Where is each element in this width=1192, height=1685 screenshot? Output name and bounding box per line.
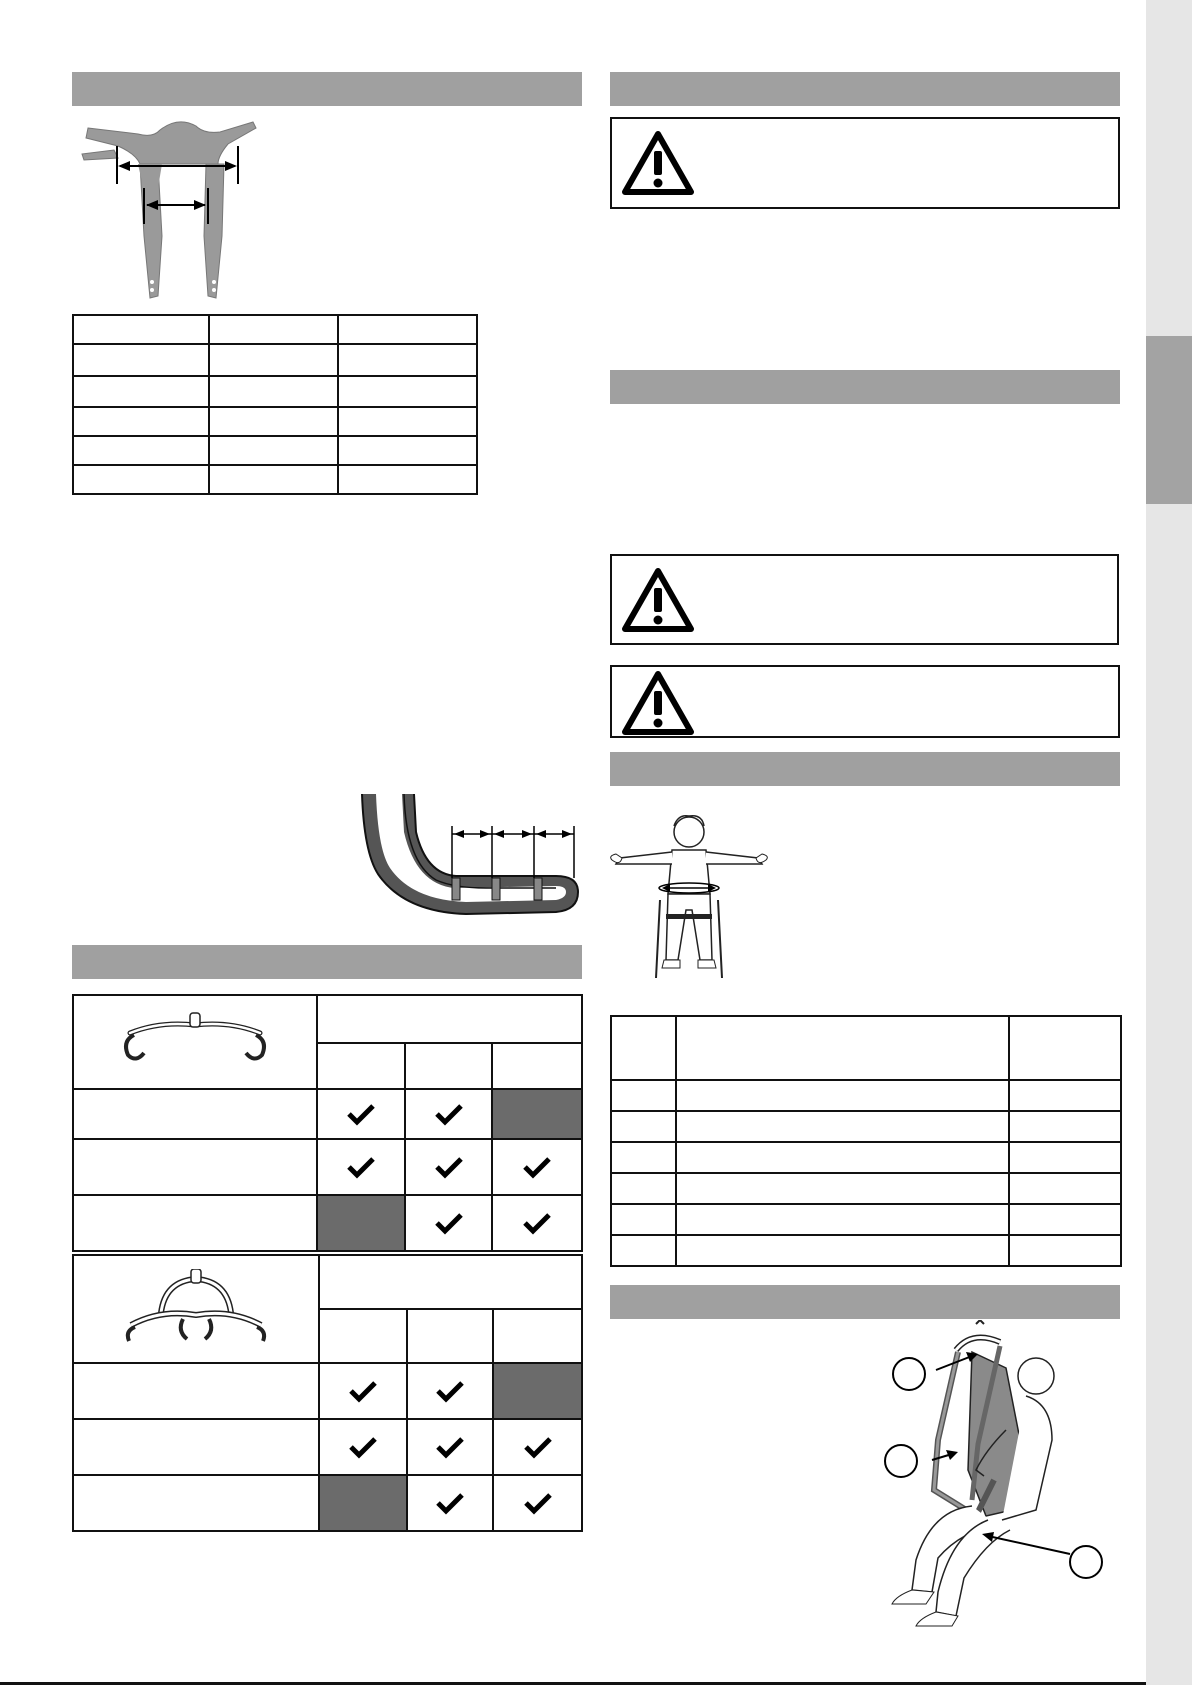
check-cell: [407, 1363, 493, 1419]
table-row: [611, 1142, 1121, 1173]
unavailable-cell: [493, 1363, 582, 1419]
callout-circle-1: [892, 1357, 926, 1391]
row-label-cell: [73, 1419, 319, 1475]
table-cell: [338, 315, 477, 344]
check-icon: [434, 1155, 464, 1179]
check-icon: [435, 1435, 465, 1459]
page-edge-strip: [1146, 0, 1192, 1685]
chapter-tab: [1146, 336, 1192, 504]
check-cell: [317, 1139, 405, 1195]
check-icon: [522, 1155, 552, 1179]
table-cell: [338, 465, 477, 494]
hip-measurement-figure: [606, 810, 772, 978]
warning-triangle-icon: [622, 671, 694, 735]
table-header-cell: [319, 1255, 582, 1309]
table-cell: [73, 315, 209, 344]
spreader-bar-image-cell: [73, 1255, 319, 1363]
callout-circle-3: [1069, 1545, 1103, 1579]
check-icon: [346, 1155, 376, 1179]
table-cell: [611, 1142, 676, 1173]
table-row: [611, 1080, 1121, 1111]
sling-size-table: [72, 314, 478, 495]
section-header-sling-dimensions: [72, 72, 582, 106]
table-row: [73, 1089, 582, 1139]
check-cell: [493, 1475, 582, 1531]
check-cell: [407, 1419, 493, 1475]
table-cell: [1009, 1235, 1121, 1266]
table-row: [611, 1235, 1121, 1266]
section-header-usage: [610, 370, 1120, 404]
table-cell: [1009, 1080, 1121, 1111]
table-cell: [1009, 1142, 1121, 1173]
spreader-bar-image-cell: [73, 995, 317, 1089]
table-row: [73, 1419, 582, 1475]
check-icon: [523, 1435, 553, 1459]
check-icon: [435, 1491, 465, 1515]
check-icon: [348, 1435, 378, 1459]
warning-box-3: [610, 665, 1120, 738]
table-cell: [209, 344, 338, 376]
check-icon: [435, 1379, 465, 1403]
size-chart-table: [610, 1015, 1122, 1267]
table-row: [611, 1111, 1121, 1142]
section-header-spreader-bars: [72, 945, 582, 979]
check-cell: [319, 1419, 407, 1475]
table-cell: [209, 315, 338, 344]
table-cell: [209, 465, 338, 494]
check-icon: [434, 1102, 464, 1126]
table-cell: [73, 376, 209, 407]
callout-circle-2: [884, 1444, 918, 1478]
check-cell: [405, 1089, 492, 1139]
table-cell: [209, 376, 338, 407]
table-cell: [338, 376, 477, 407]
check-icon: [434, 1211, 464, 1235]
sling-dimension-diagram: [78, 116, 278, 306]
table-header-cell: [407, 1309, 493, 1363]
table-cell: [676, 1142, 1009, 1173]
four-point-spreader-bar-illustration: [121, 1269, 271, 1349]
section-header-measuring: [610, 752, 1120, 786]
unavailable-cell: [317, 1195, 405, 1251]
unavailable-cell: [319, 1475, 407, 1531]
table-cell: [676, 1080, 1009, 1111]
section-header-sling-parts: [610, 1285, 1120, 1319]
spreader-bar-compatibility-table-1: [72, 994, 583, 1252]
spreader-bar-illustration: [120, 1007, 270, 1077]
table-cell: [338, 407, 477, 436]
warning-box-2: [610, 554, 1119, 645]
check-icon: [346, 1102, 376, 1126]
table-row: [611, 1204, 1121, 1235]
table-cell: [611, 1204, 676, 1235]
table-cell: [676, 1111, 1009, 1142]
row-label-cell: [73, 1089, 317, 1139]
table-cell: [338, 436, 477, 465]
table-row: [73, 1195, 582, 1251]
table-header-cell: [493, 1309, 582, 1363]
table-row: [73, 1139, 582, 1195]
check-cell: [407, 1475, 493, 1531]
section-header-safety: [610, 72, 1120, 106]
table-cell: [73, 344, 209, 376]
table-header-cell: [676, 1016, 1009, 1080]
table-cell: [209, 436, 338, 465]
row-label-cell: [73, 1195, 317, 1251]
table-cell: [611, 1111, 676, 1142]
row-label-cell: [73, 1139, 317, 1195]
check-cell: [405, 1195, 492, 1251]
table-cell: [611, 1080, 676, 1111]
table-cell: [676, 1235, 1009, 1266]
table-cell: [1009, 1173, 1121, 1204]
table-cell: [676, 1204, 1009, 1235]
table-header-cell: [319, 1309, 407, 1363]
check-cell: [492, 1195, 582, 1251]
row-label-cell: [73, 1363, 319, 1419]
warning-box-1: [610, 117, 1120, 209]
table-header-cell: [1009, 1016, 1121, 1080]
table-header-cell: [317, 1043, 405, 1089]
row-label-cell: [73, 1475, 319, 1531]
table-cell: [73, 407, 209, 436]
warning-triangle-icon: [622, 131, 694, 195]
table-cell: [338, 344, 477, 376]
table-cell: [611, 1235, 676, 1266]
check-cell: [405, 1139, 492, 1195]
table-cell: [1009, 1111, 1121, 1142]
check-cell: [319, 1363, 407, 1419]
table-cell: [1009, 1204, 1121, 1235]
table-header-cell: [317, 995, 582, 1043]
table-row: [73, 1475, 582, 1531]
table-row: [611, 1173, 1121, 1204]
warning-triangle-icon: [622, 568, 694, 632]
table-header-cell: [405, 1043, 492, 1089]
table-row: [73, 1363, 582, 1419]
check-cell: [492, 1139, 582, 1195]
table-cell: [209, 407, 338, 436]
table-cell: [611, 1173, 676, 1204]
table-cell: [73, 436, 209, 465]
spreader-bar-compatibility-table-2: [72, 1254, 583, 1532]
check-icon: [522, 1211, 552, 1235]
check-icon: [523, 1491, 553, 1515]
check-cell: [317, 1089, 405, 1139]
table-header-cell: [492, 1043, 582, 1089]
table-cell: [676, 1173, 1009, 1204]
check-cell: [493, 1419, 582, 1475]
unavailable-cell: [492, 1089, 582, 1139]
strap-loop-diagram: [356, 792, 582, 924]
table-header-cell: [611, 1016, 676, 1080]
table-cell: [73, 465, 209, 494]
check-icon: [348, 1379, 378, 1403]
